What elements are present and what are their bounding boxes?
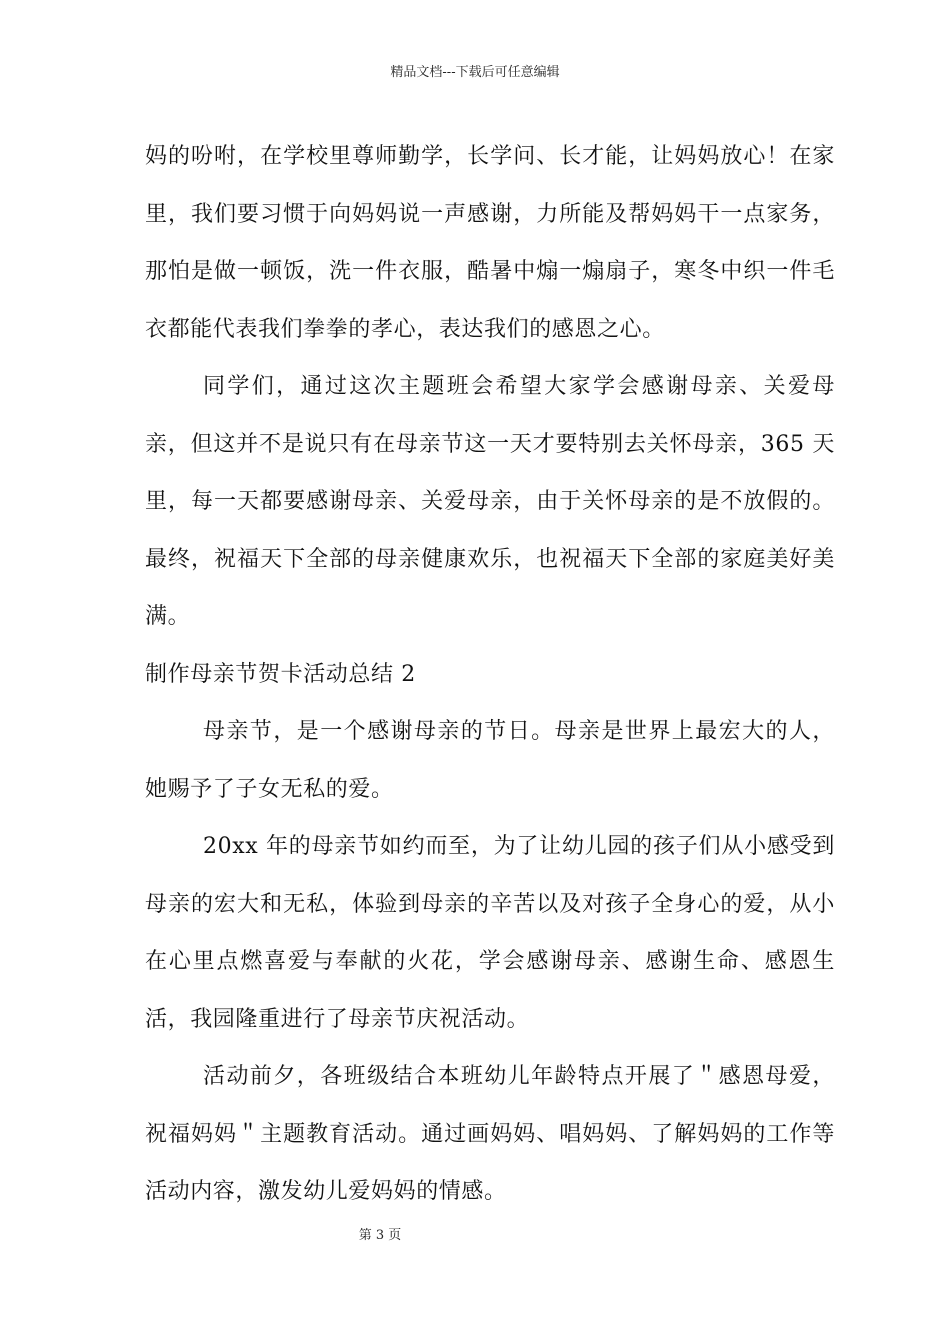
paragraph-activity-eve: 活动前夕，各班级结合本班幼儿年龄特点开展了＂感恩母爱，祝福妈妈＂主题教育活动。通过画妈妈、唱妈妈、了解妈妈的工作等活动内容，激发幼儿爱妈妈的情感。 [145, 1064, 835, 1204]
document-body [145, 128, 835, 1221]
paragraph-classmates: 同学们，通过这次主题班会希望大家学会感谢母亲、关爱母亲，但这并不是说只有在母亲节这一天才要特别去关怀母亲，365 天里，每一天都要感谢母亲、关爱母亲，由于关怀母亲的是不放假的。最终，祝福天下全部的母亲健康欢乐，也祝福天下全部的家庭美好美满。 [145, 374, 835, 629]
paragraph-continued: 妈的吩咐，在学校里尊师勤学，长学问、长才能，让妈妈放心！在家里，我们要习惯于向妈妈说一声感谢，力所能及帮妈妈干一点家务，那怕是做一顿饭，洗一件衣服，酷暑中煽一煽扇子，寒冬中织一件毛衣都能代表我们拳拳的孝心，表达我们的感恩之心。 [145, 144, 835, 342]
page-header: 精品文档---下载后可任意编辑 [390, 65, 560, 80]
page-number: 第 3 页 [358, 1228, 402, 1243]
paragraph-mothers-day: 母亲节，是一个感谢母亲的节日。母亲是世界上最宏大的人，她赐予了子女无私的爱。 [145, 719, 835, 802]
section-title: 制作母亲节贺卡活动总结 2 [145, 661, 416, 687]
paragraph-kindergarten-event: 20xx 年的母亲节如约而至，为了让幼儿园的孩子们从小感受到母亲的宏大和无私，体验到母亲的辛苦以及对孩子全身心的爱，从小在心里点燃喜爱与奉献的火花，学会感谢母亲、感谢生命、感恩生活，我园隆重进行了母亲节庆祝活动。 [145, 834, 835, 1032]
